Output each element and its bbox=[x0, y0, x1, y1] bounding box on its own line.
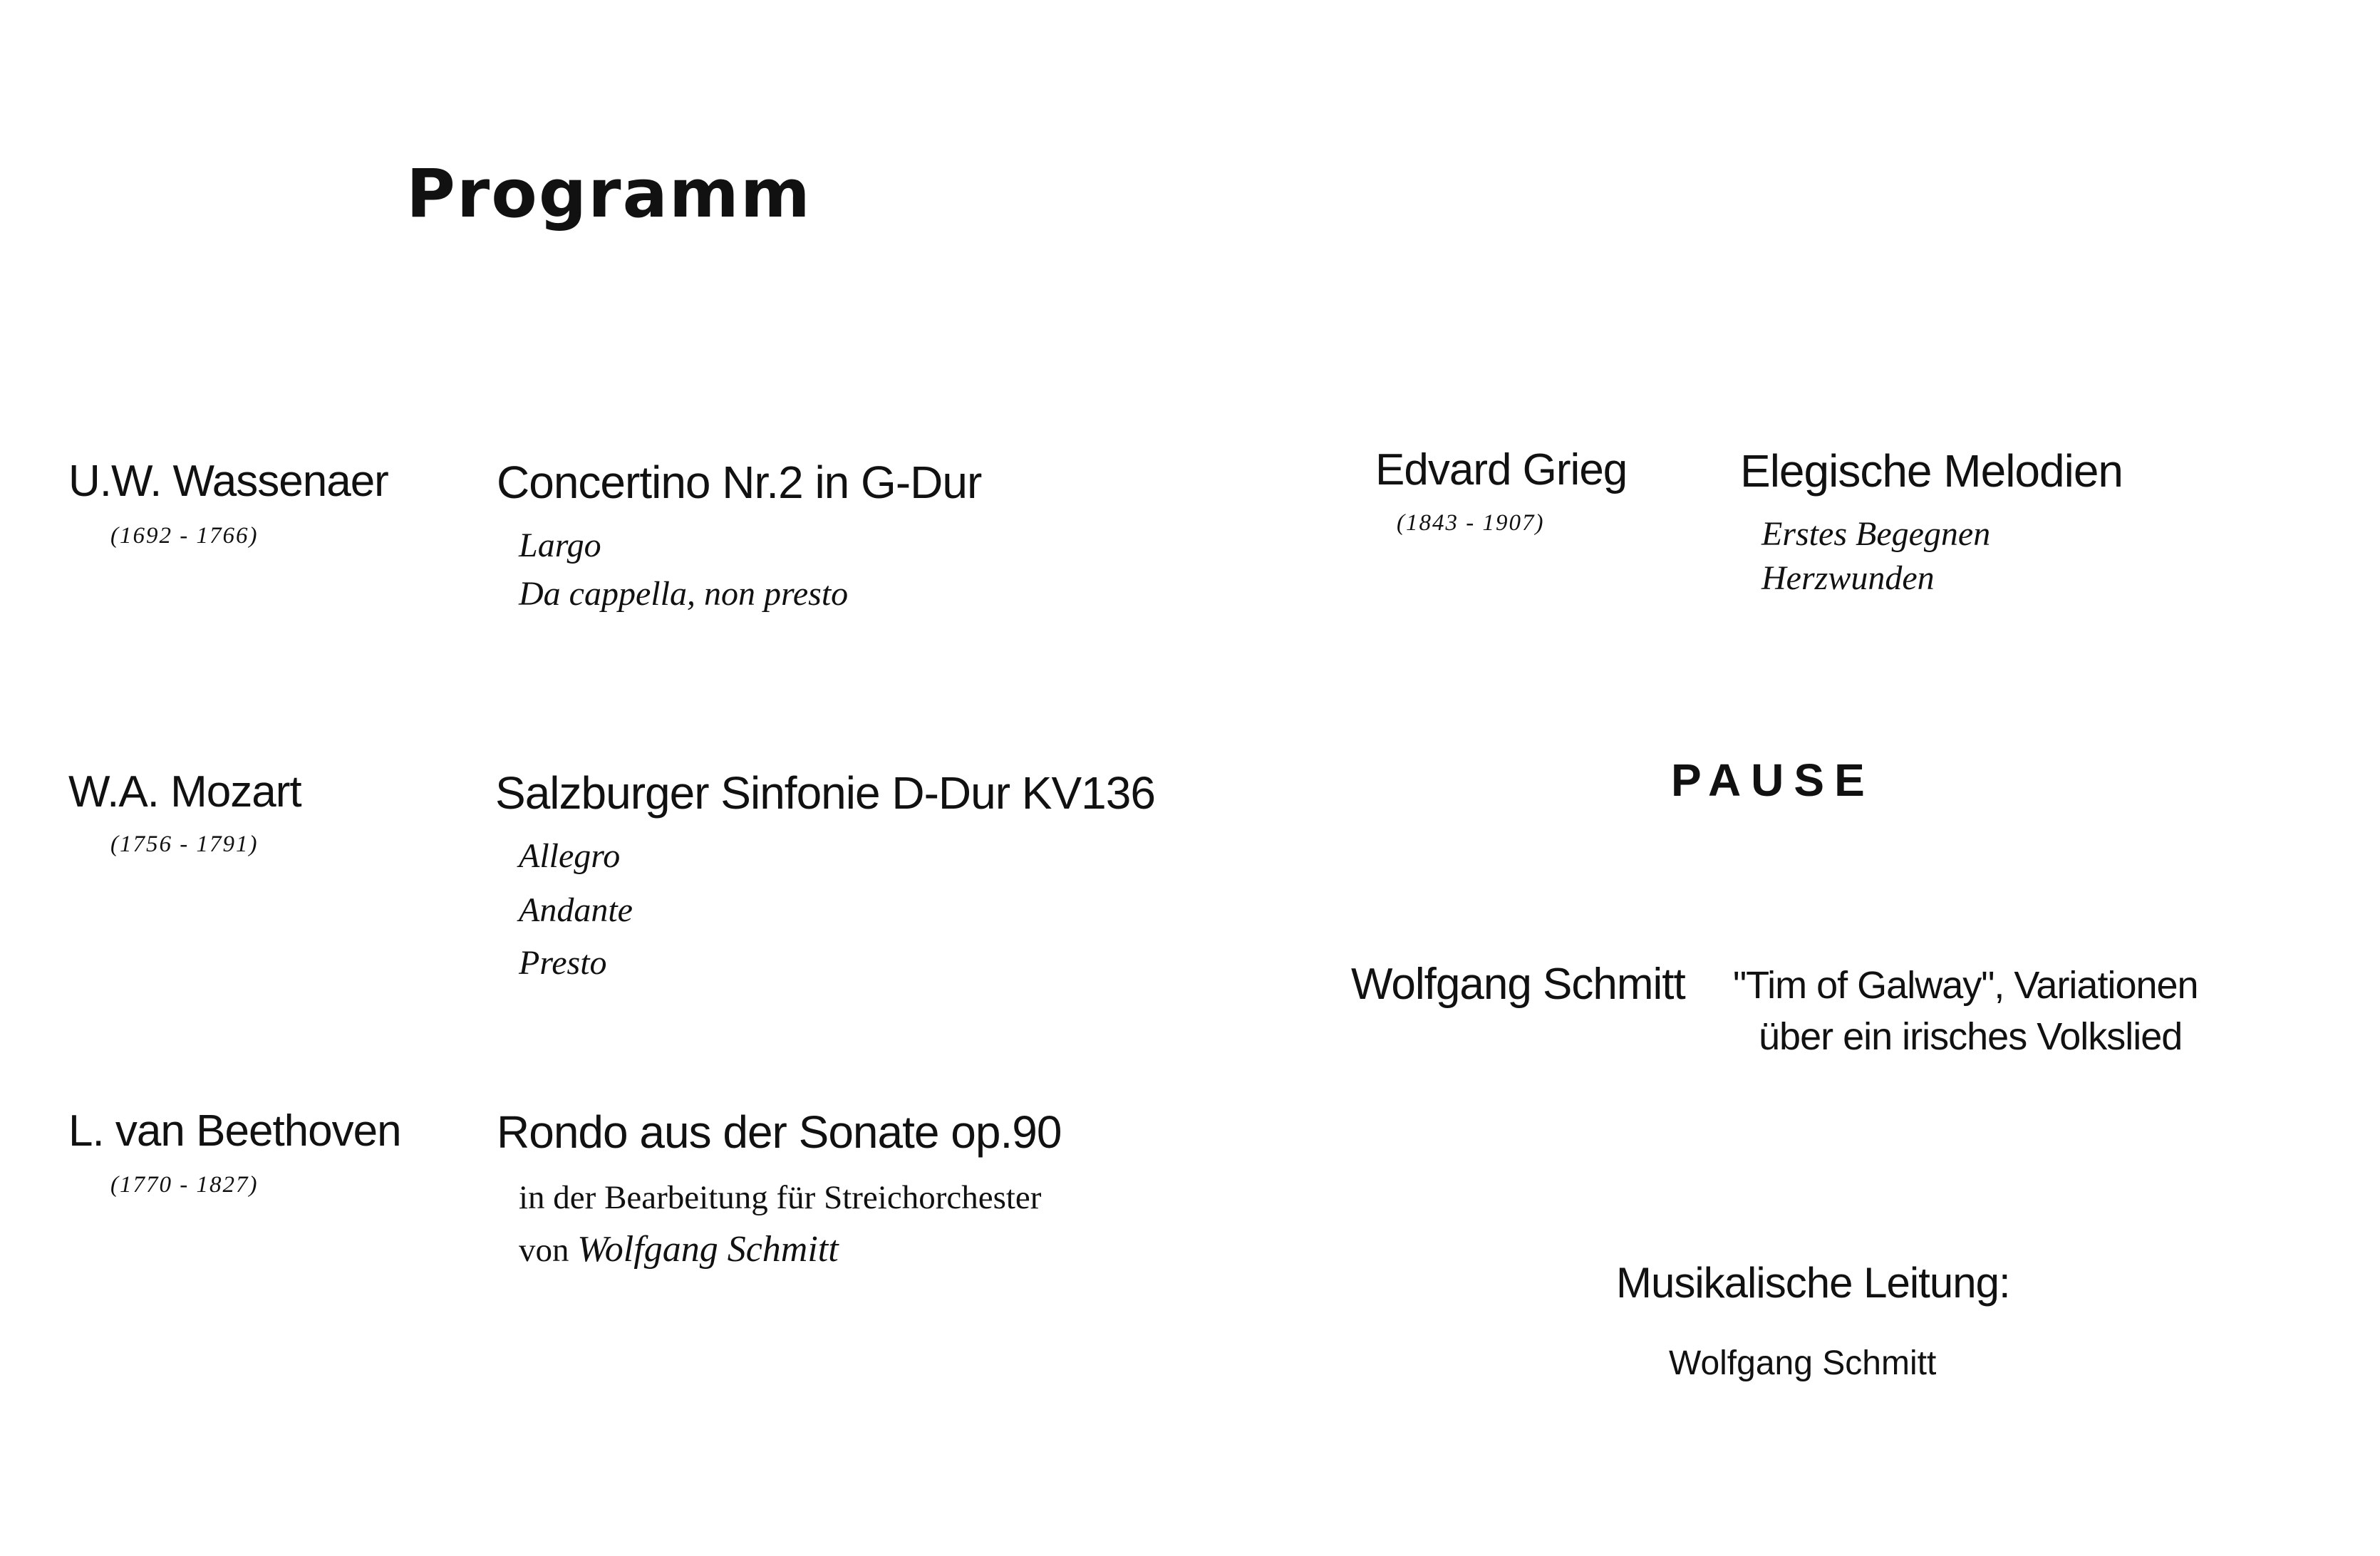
composer-name: Edvard Grieg bbox=[1375, 445, 1628, 494]
movement: Andante bbox=[519, 891, 633, 929]
movement: Da cappella, non presto bbox=[519, 575, 849, 613]
arranger-name: Wolfgang Schmitt bbox=[577, 1229, 839, 1270]
work-title: Rondo aus der Sonate op.90 bbox=[497, 1106, 1062, 1158]
musical-direction-label: Musikalische Leitung: bbox=[1616, 1259, 2010, 1307]
composer-dates: (1770 - 1827) bbox=[110, 1172, 259, 1198]
arrangement-prefix: von bbox=[519, 1232, 569, 1269]
intermission-label: PAUSE bbox=[1671, 754, 1875, 806]
movement: Presto bbox=[519, 944, 607, 982]
work-subtitle: über ein irisches Volkslied bbox=[1759, 1015, 2183, 1058]
movement: Herzwunden bbox=[1761, 559, 1935, 597]
movement: Erstes Begegnen bbox=[1761, 515, 1991, 553]
arrangement-credit bbox=[519, 1228, 839, 1270]
movement: Largo bbox=[519, 527, 601, 564]
movement: Allegro bbox=[519, 837, 621, 875]
composer-dates: (1692 - 1766) bbox=[110, 523, 259, 549]
musical-director-name: Wolfgang Schmitt bbox=[1669, 1344, 1937, 1382]
work-title: Elegische Melodien bbox=[1740, 445, 2123, 497]
composer-name: W.A. Mozart bbox=[68, 767, 301, 816]
arrangement-note: in der Bearbeitung für Streichorchester bbox=[519, 1179, 1042, 1216]
composer-name: U.W. Wassenaer bbox=[68, 457, 388, 506]
composer-dates: (1843 - 1907) bbox=[1397, 510, 1545, 536]
composer-dates: (1756 - 1791) bbox=[110, 831, 259, 857]
composer-name: L. van Beethoven bbox=[68, 1106, 401, 1156]
work-title: Salzburger Sinfonie D-Dur KV136 bbox=[495, 767, 1155, 819]
work-title: "Tim of Galway", Variationen bbox=[1733, 964, 2198, 1007]
work-title: Concertino Nr.2 in G-Dur bbox=[497, 457, 982, 508]
composer-name: Wolfgang Schmitt bbox=[1351, 960, 1685, 1009]
page-title: Programm bbox=[406, 155, 812, 233]
